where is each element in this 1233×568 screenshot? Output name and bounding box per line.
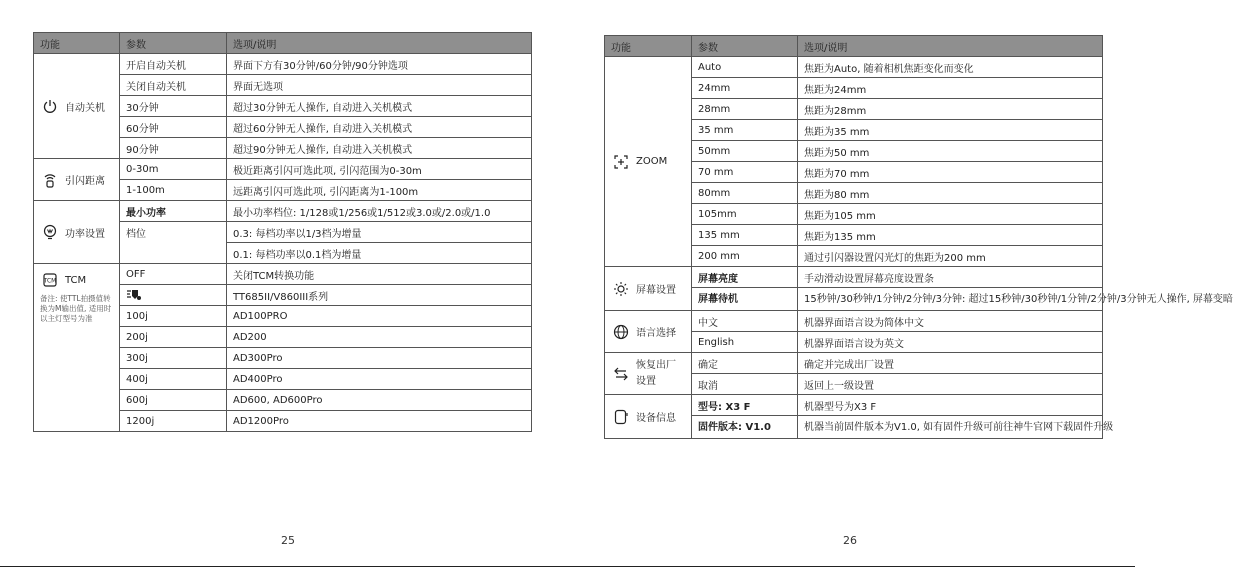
right-page xyxy=(604,35,1233,439)
tcm-icon xyxy=(42,272,58,288)
header-function: 功能 xyxy=(605,36,692,57)
desc-cell: 15秒钟/30秒钟/1分钟/2分钟/3分钟: 超过15秒钟/30秒钟/1分钟/2分钟/3分钟无人操作, 屏幕变暗 xyxy=(798,288,1103,311)
table-header-row xyxy=(34,33,532,54)
left-settings-table xyxy=(33,32,532,432)
param-cell: 档位 xyxy=(120,222,227,243)
bottom-rule xyxy=(0,566,1135,567)
desc-cell: AD400Pro xyxy=(227,369,532,390)
desc-cell: 机器当前固件版本为V1.0, 如有固件升级可前往神牛官网下载固件升级 xyxy=(798,416,1103,439)
param-cell: 开启自动关机 xyxy=(120,54,227,75)
param-cell: 屏幕待机 xyxy=(692,288,798,311)
param-cell: 中文 xyxy=(692,311,798,332)
param-cell: 固件版本: V1.0 xyxy=(692,416,798,439)
desc-cell: AD300Pro xyxy=(227,348,532,369)
tcm-note: 备注: 使TTL拍摄值转换为M输出值, 适用时以主灯型号为准 xyxy=(40,294,112,323)
table-row xyxy=(605,57,1103,78)
param-cell: 28mm xyxy=(692,99,798,120)
param-cell: 取消 xyxy=(692,374,798,395)
zoom-label: ZOOM xyxy=(636,156,668,167)
device-info-label: 设备信息 xyxy=(636,413,676,424)
screen-setting-cell xyxy=(605,267,692,311)
desc-cell: AD200 xyxy=(227,327,532,348)
device-icon xyxy=(613,409,629,425)
desc-cell: 焦距为105 mm xyxy=(798,204,1103,225)
desc-cell: 焦距为80 mm xyxy=(798,183,1103,204)
desc-cell: 焦距为35 mm xyxy=(798,120,1103,141)
param-cell: 200j xyxy=(120,327,227,348)
desc-cell: 手动滑动设置屏幕亮度设置条 xyxy=(798,267,1103,288)
param-cell: 0-30m xyxy=(120,159,227,180)
table-header-row xyxy=(605,36,1103,57)
table-row xyxy=(34,201,532,222)
param-cell: 屏幕亮度 xyxy=(692,267,798,288)
param-cell: 1-100m xyxy=(120,180,227,201)
header-function: 功能 xyxy=(34,33,120,54)
param-cell: 70 mm xyxy=(692,162,798,183)
param-cell: Auto xyxy=(692,57,798,78)
auto-off-label: 自动关机 xyxy=(65,102,105,114)
param-cell: 50mm xyxy=(692,141,798,162)
header-parameter: 参数 xyxy=(120,33,227,54)
auto-off-cell xyxy=(34,54,120,159)
param-cell: 确定 xyxy=(692,353,798,374)
factory-reset-label: 恢复出厂设置 xyxy=(636,359,676,387)
param-cell: 135 mm xyxy=(692,225,798,246)
desc-cell: 焦距为50 mm xyxy=(798,141,1103,162)
desc-cell: 0.1: 每档功率以0.1档为增量 xyxy=(227,243,532,264)
param-cell: 400j xyxy=(120,369,227,390)
power-setting-cell xyxy=(34,201,120,264)
desc-cell: 最小功率档位: 1/128或1/256或1/512或3.0或/2.0或/1.0 xyxy=(227,201,532,222)
desc-cell: 超过90分钟无人操作, 自动进入关机模式 xyxy=(227,138,532,159)
power-setting-label: 功率设置 xyxy=(65,228,105,240)
desc-cell: AD1200Pro xyxy=(227,411,532,432)
right-settings-table xyxy=(604,35,1233,439)
desc-cell: TT685II/V860III系列 xyxy=(227,285,532,306)
param-cell: 200 mm xyxy=(692,246,798,267)
param-cell: 100j xyxy=(120,306,227,327)
swap-arrows-icon xyxy=(613,366,629,382)
param-cell: 60分钟 xyxy=(120,117,227,138)
page-number-left: 25 xyxy=(281,534,295,547)
language-label: 语言选择 xyxy=(636,328,676,339)
desc-cell: 远距离引闪可选此项, 引闪距离为1-100m xyxy=(227,180,532,201)
desc-cell: 界面下方有30分钟/60分钟/90分钟选项 xyxy=(227,54,532,75)
param-cell: English xyxy=(692,332,798,353)
flash-distance-cell xyxy=(34,159,120,201)
desc-cell: 机器界面语言设为英文 xyxy=(798,332,1103,353)
svg-text:TCM: TCM xyxy=(43,277,57,285)
zoom-icon xyxy=(613,154,629,170)
header-description: 选项/说明 xyxy=(798,36,1103,57)
sun-icon xyxy=(613,281,629,297)
zoom-cell xyxy=(605,57,692,267)
signal-icon xyxy=(42,172,58,188)
param-cell: 1200j xyxy=(120,411,227,432)
desc-cell: 极近距离引闪可选此项, 引闪范围为0-30m xyxy=(227,159,532,180)
flash-unit-icon xyxy=(126,288,142,300)
param-cell: 300j xyxy=(120,348,227,369)
desc-cell: 界面无选项 xyxy=(227,75,532,96)
desc-cell: AD100PRO xyxy=(227,306,532,327)
factory-reset-cell xyxy=(605,353,692,395)
desc-cell: 机器界面语言设为简体中文 xyxy=(798,311,1103,332)
screen-setting-label: 屏幕设置 xyxy=(636,285,676,296)
desc-cell: 0.3: 每档功率以1/3档为增量 xyxy=(227,222,532,243)
table-row xyxy=(605,267,1103,288)
table-row xyxy=(605,311,1103,332)
desc-cell: 焦距为70 mm xyxy=(798,162,1103,183)
param-cell: 105mm xyxy=(692,204,798,225)
table-row xyxy=(34,54,532,75)
desc-cell: 关闭TCM转换功能 xyxy=(227,264,532,285)
globe-icon xyxy=(613,324,629,340)
desc-cell: 焦距为Auto, 随着相机焦距变化而变化 xyxy=(798,57,1103,78)
param-cell: 30分钟 xyxy=(120,96,227,117)
desc-cell: 焦距为28mm xyxy=(798,99,1103,120)
desc-cell: 焦距为24mm xyxy=(798,78,1103,99)
desc-cell: 超过60分钟无人操作, 自动进入关机模式 xyxy=(227,117,532,138)
flash-distance-label: 引闪距离 xyxy=(65,176,105,187)
desc-cell: 超过30分钟无人操作, 自动进入关机模式 xyxy=(227,96,532,117)
table-row xyxy=(34,159,532,180)
param-cell xyxy=(120,285,227,306)
param-cell: 关闭自动关机 xyxy=(120,75,227,96)
desc-cell: 返回上一级设置 xyxy=(798,374,1103,395)
desc-cell: 焦距为135 mm xyxy=(798,225,1103,246)
desc-cell: 确定并完成出厂设置 xyxy=(798,353,1103,374)
table-row xyxy=(605,395,1103,416)
param-cell: 600j xyxy=(120,390,227,411)
table-row xyxy=(605,353,1103,374)
left-page xyxy=(33,32,532,432)
bulb-icon xyxy=(42,224,58,240)
table-row xyxy=(34,264,532,285)
param-cell: 35 mm xyxy=(692,120,798,141)
tcm-cell xyxy=(34,264,120,432)
param-cell: 80mm xyxy=(692,183,798,204)
param-cell: 90分钟 xyxy=(120,138,227,159)
param-cell: 型号: X3 F xyxy=(692,395,798,416)
header-parameter: 参数 xyxy=(692,36,798,57)
header-description: 选项/说明 xyxy=(227,33,532,54)
desc-cell: AD600, AD600Pro xyxy=(227,390,532,411)
param-cell: 24mm xyxy=(692,78,798,99)
device-info-cell xyxy=(605,395,692,439)
param-cell xyxy=(120,243,227,264)
param-cell: OFF xyxy=(120,264,227,285)
desc-cell: 机器型号为X3 F xyxy=(798,395,1103,416)
page-number-right: 26 xyxy=(843,534,857,547)
desc-cell: 通过引闪器设置闪光灯的焦距为200 mm xyxy=(798,246,1103,267)
tcm-label: TCM xyxy=(65,274,87,286)
language-cell xyxy=(605,311,692,353)
power-icon xyxy=(42,98,58,114)
param-cell: 最小功率 xyxy=(120,201,227,222)
